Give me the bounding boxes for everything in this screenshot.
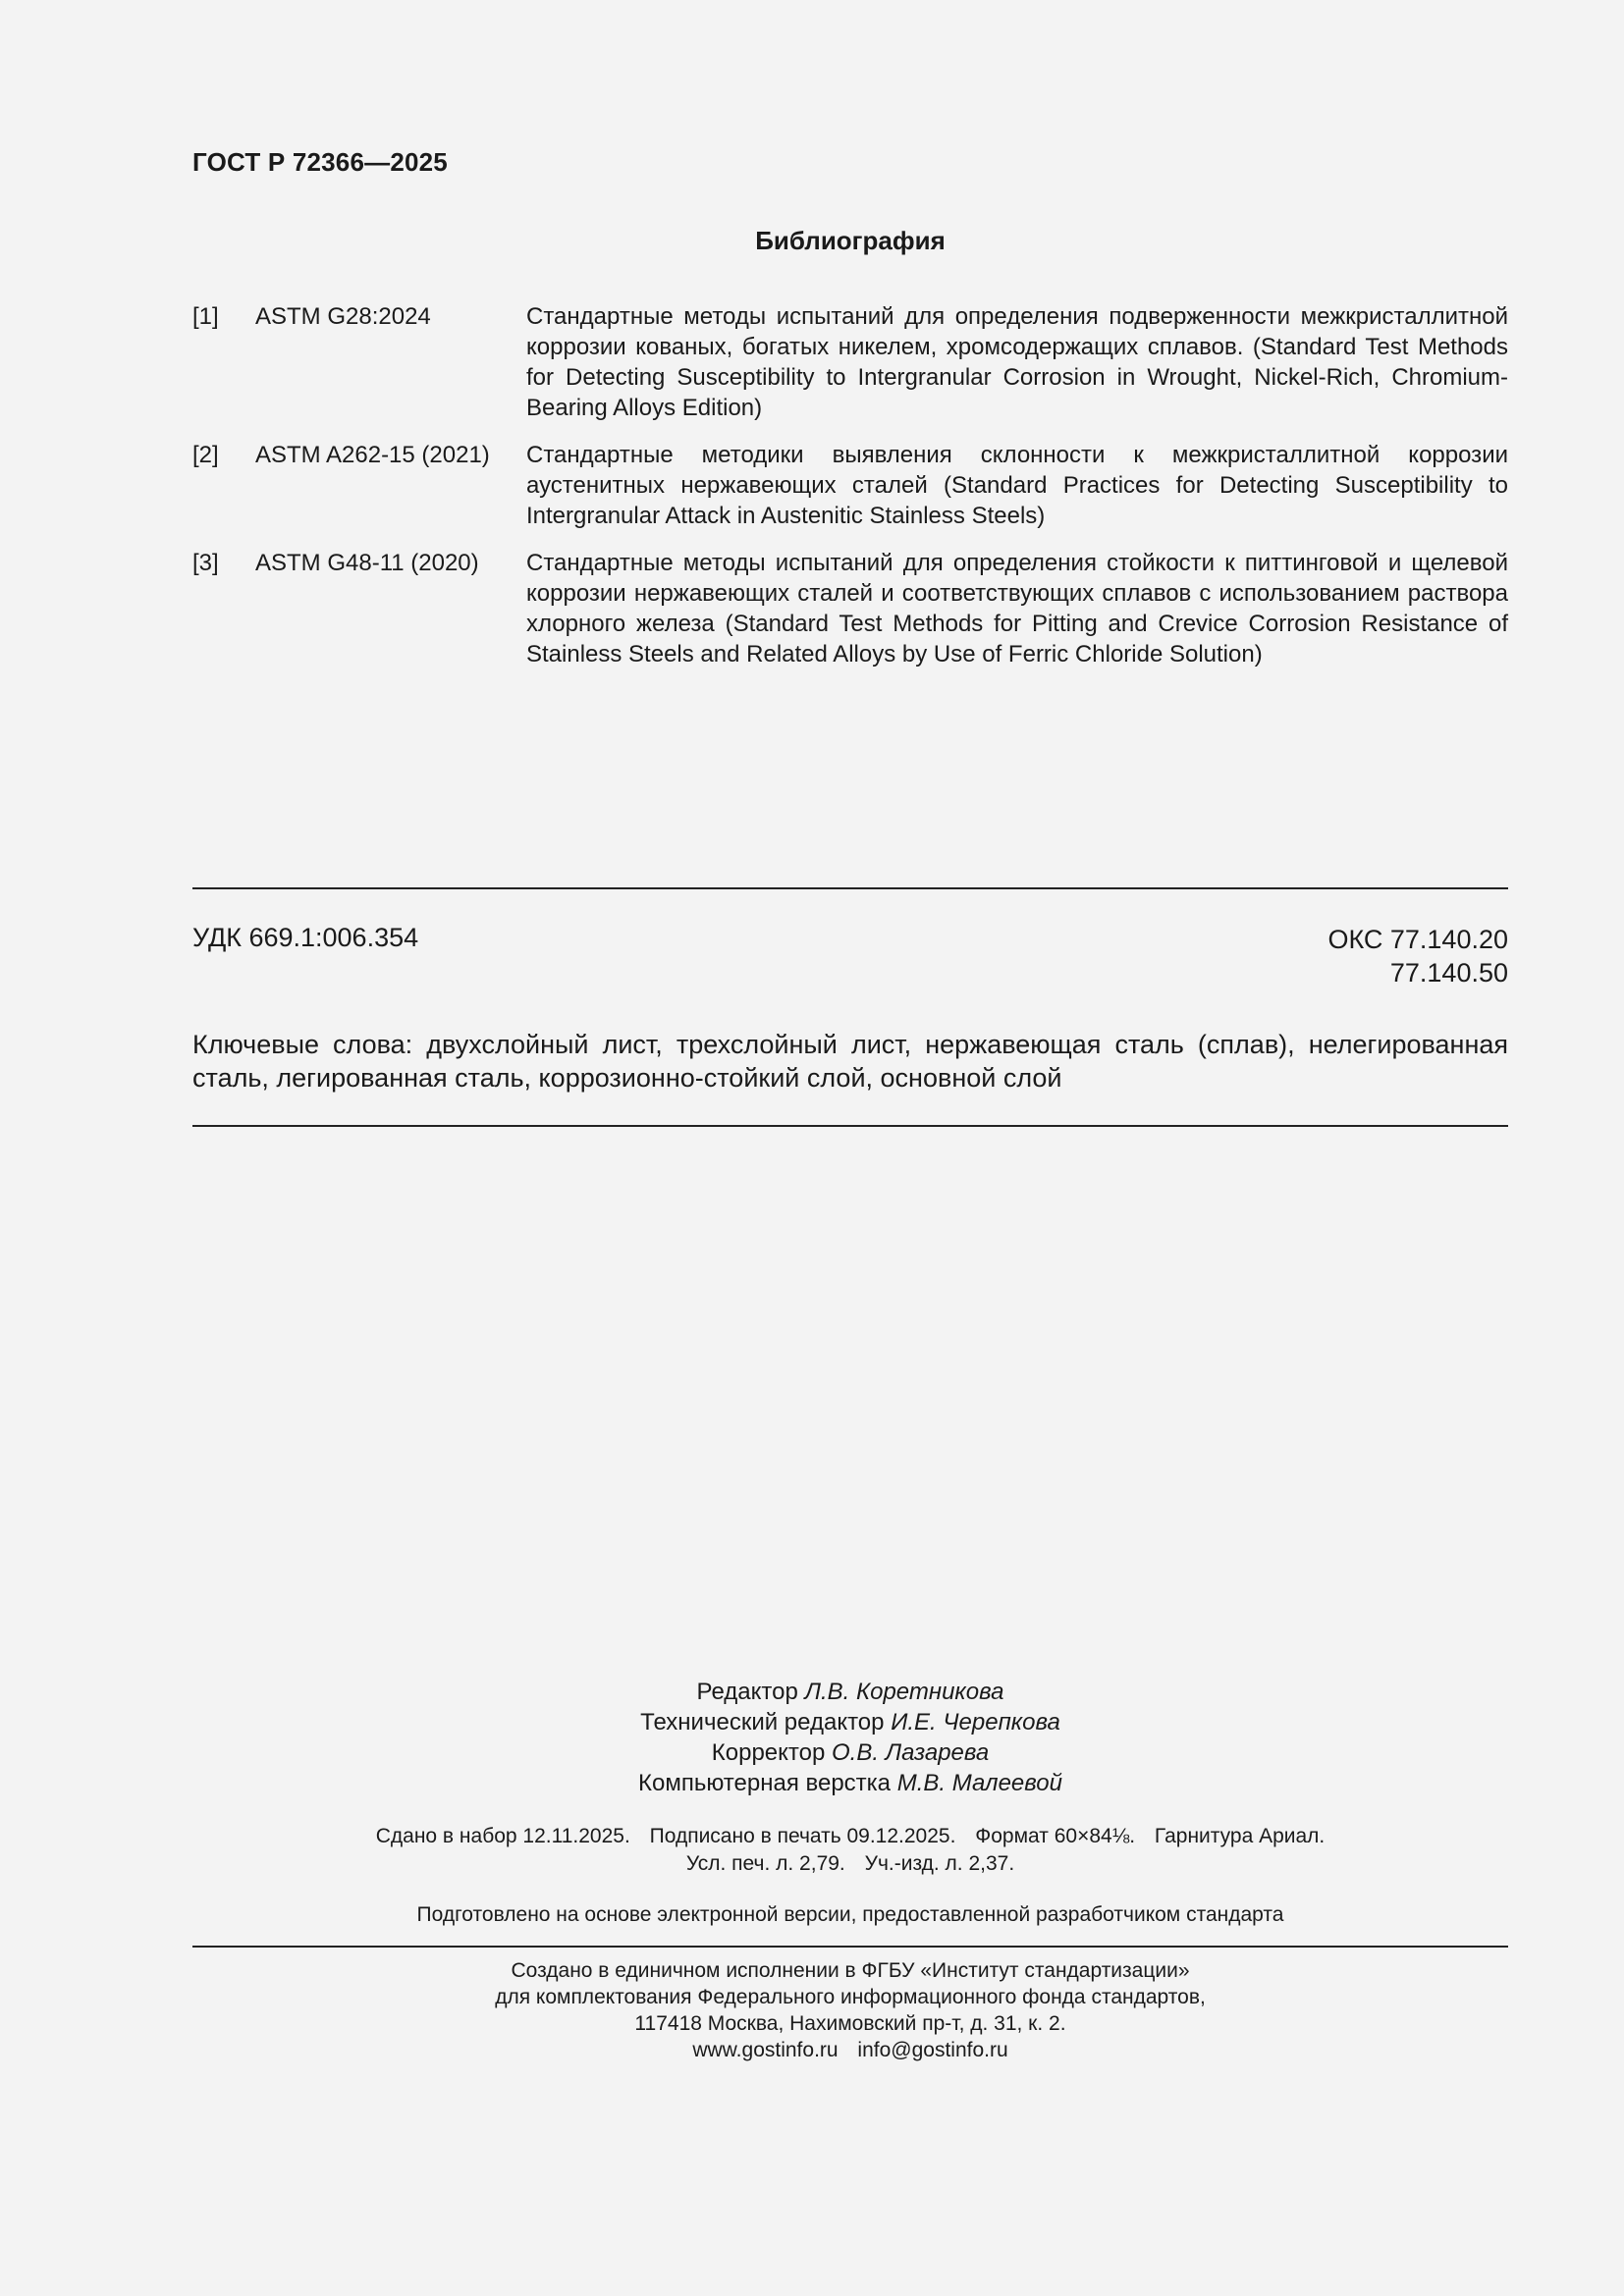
reference-item <box>192 548 1508 669</box>
credit-name: Л.В. Коретникова <box>804 1679 1004 1705</box>
typeset-date: Сдано в набор 12.11.2025. <box>375 1825 630 1847</box>
publisher-footer <box>192 1957 1508 2063</box>
footer-contacts <box>192 2037 1508 2063</box>
reference-number: [1] <box>192 303 219 330</box>
bibliography-title: Библиография <box>755 226 946 255</box>
paper-format: Формат 60×84⅛. <box>975 1825 1136 1847</box>
oks-code-primary: ОКС 77.140.20 <box>1327 925 1508 954</box>
credit-name: И.Е. Черепкова <box>891 1709 1060 1735</box>
publisher-sheets: Уч.-изд. л. 2,37. <box>864 1852 1015 1875</box>
credit-line <box>192 1768 1508 1798</box>
credit-line <box>192 1737 1508 1768</box>
reference-item <box>192 301 1508 423</box>
divider-footer <box>192 1946 1508 1948</box>
credit-role: Компьютерная верстка <box>638 1770 892 1796</box>
reference-number: [2] <box>192 442 219 468</box>
credit-role: Технический редактор <box>640 1709 885 1735</box>
reference-code: ASTM G48-11 (2020) <box>255 550 479 576</box>
credit-role: Корректор <box>711 1739 826 1766</box>
udk-code: УДК 669.1:006.354 <box>192 923 419 952</box>
typeface: Гарнитура Ариал. <box>1154 1825 1326 1847</box>
prepared-note: Подготовлено на основе электронной версии, предоставленной разработчиком стандарта <box>416 1903 1284 1926</box>
footer-line: для комплектования Федерального информационного фонда стандартов, <box>495 1986 1206 2008</box>
email-link[interactable]: info@gostinfo.ru <box>857 2039 1008 2061</box>
print-info <box>192 1823 1508 1878</box>
keywords: Ключевые слова: двухслойный лист, трехслойный лист, нержавеющая сталь (сплав), нелегированная сталь, легированная сталь, коррозионно-стойкий слой, основной слой <box>192 1030 1508 1093</box>
reference-description: Стандартные методики выявления склонности к межкристаллитной коррозии аустенитных нержавеющих сталей (Standard Practices for Detecting Susceptibility to Intergranular Attack in Austenitic Stainless Steels) <box>526 442 1508 529</box>
reference-list <box>192 301 1508 686</box>
divider-bottom <box>192 1125 1508 1127</box>
divider-top <box>192 887 1508 889</box>
credit-line <box>192 1707 1508 1737</box>
print-info-line <box>192 1823 1508 1850</box>
reference-code: ASTM G28:2024 <box>255 303 431 330</box>
credits-block <box>192 1677 1508 1798</box>
reference-item <box>192 440 1508 531</box>
document-code: ГОСТ Р 72366—2025 <box>192 147 448 177</box>
footer-line: 117418 Москва, Нахимовский пр-т, д. 31, к. 2. <box>634 2012 1066 2035</box>
footer-line: Создано в единичном исполнении в ФГБУ «Институт стандартизации» <box>511 1959 1190 1982</box>
printed-sheets: Усл. печ. л. 2,79. <box>685 1852 845 1875</box>
print-info-line <box>192 1850 1508 1878</box>
credit-role: Редактор <box>696 1679 798 1705</box>
oks-codes <box>1327 923 1508 989</box>
reference-description: Стандартные методы испытаний для определения стойкости к питтинговой и щелевой коррозии нержавеющих сталей и соответствующих сплавов с использованием раствора хлорного железа (Standard Test Methods for Pitting and Crevice Corrosion Resistance of Stainless Steels and Related Alloys by Use of Ferric Chloride Solution) <box>526 550 1508 667</box>
reference-description: Стандартные методы испытаний для определения подверженности межкристаллитной коррозии кованых, богатых никелем, хромсодержащих сплавов. (Standard Test Methods for Detecting Susceptibility to Intergranular Corrosion in Wrought, Nickel-Rich, Chromium-Bearing Alloys Edition) <box>526 303 1508 421</box>
reference-number: [3] <box>192 550 219 576</box>
credit-line <box>192 1677 1508 1707</box>
credit-name: М.В. Малеевой <box>896 1770 1062 1796</box>
credit-name: О.В. Лазарева <box>832 1739 990 1766</box>
reference-code: ASTM A262-15 (2021) <box>255 442 490 468</box>
website-link[interactable]: www.gostinfo.ru <box>692 2039 839 2061</box>
signed-date: Подписано в печать 09.12.2025. <box>649 1825 956 1847</box>
oks-code-secondary: 77.140.50 <box>1389 958 1508 988</box>
